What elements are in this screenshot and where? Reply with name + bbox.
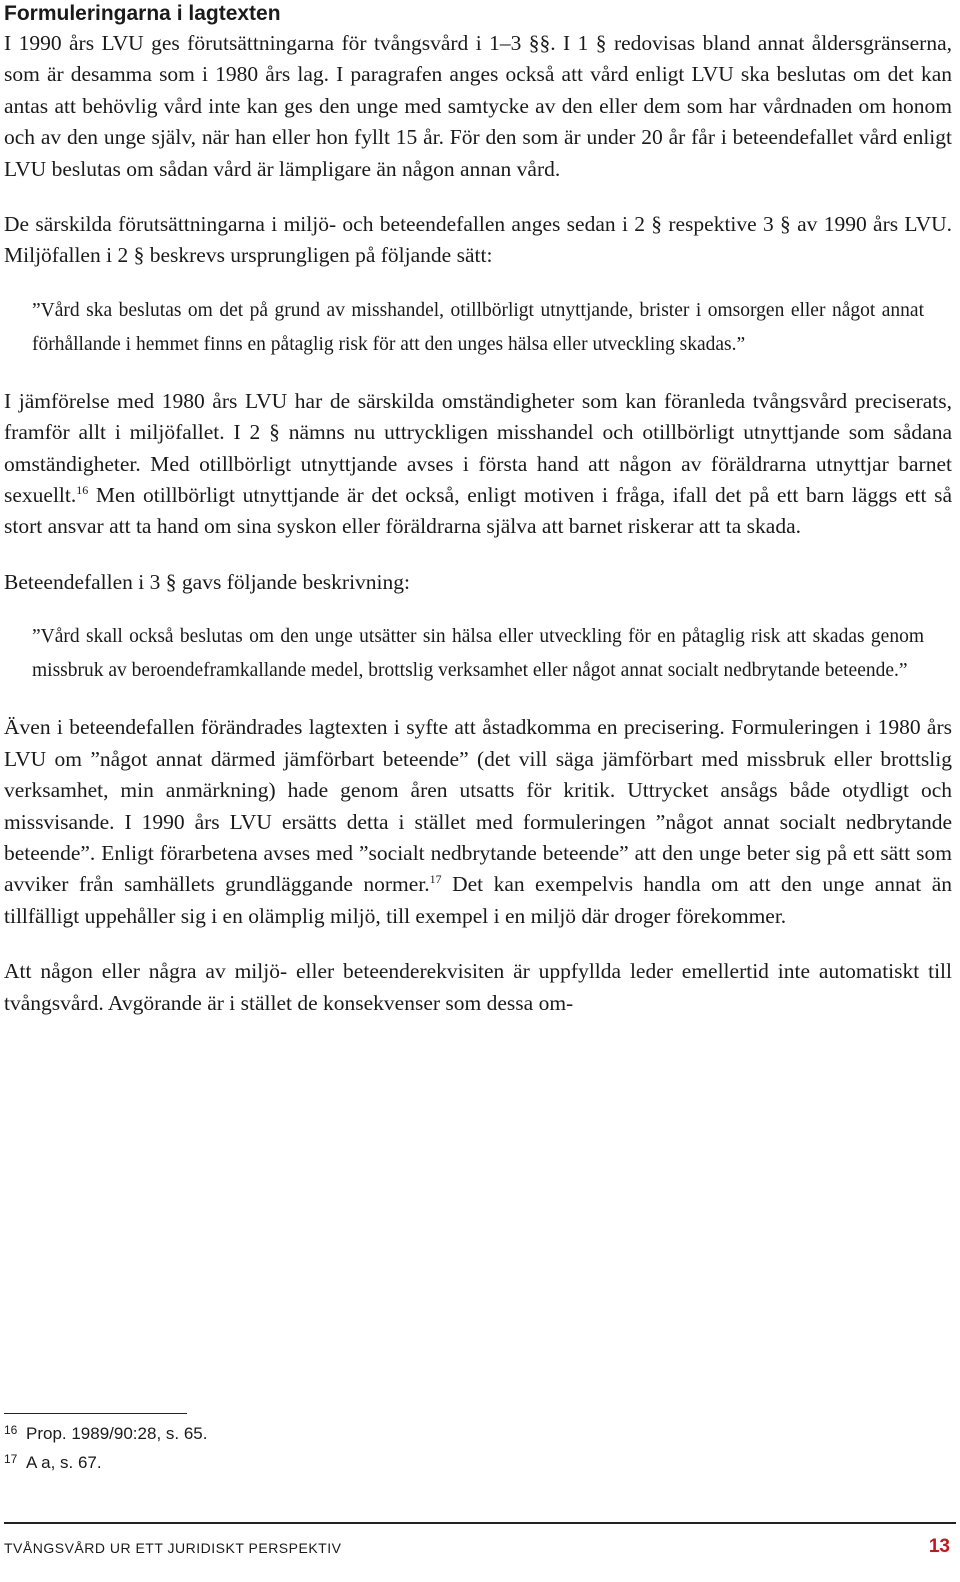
paragraph-5-part-2: Det kan exempelvis handla om att den unge annat än tillfälligt uppehåller sig i en olämplig miljö, till exempel i en miljö där droger förekommer.	[4, 872, 952, 928]
paragraph-3-part-1: I jämförelse med 1980 års LVU har de särskilda omständigheter som kan föranleda tvångsvård preciserats, framför allt i miljöfallet. I 2 § nämns nu uttryckligen misshandel och otillbörligt utnyttjande som sådana omständigheter. Med otillbörligt utnyttjande avses i första hand att någon av föräldrarna utnyttjar barnet sexuellt.	[4, 388, 952, 508]
body-text	[4, 0, 952, 1019]
footnote-ref-17[interactable]: 17	[429, 872, 442, 887]
footnote-ref-16[interactable]: 16	[76, 482, 89, 497]
footnote-16	[4, 1423, 207, 1445]
footnote-number: 16	[4, 1423, 18, 1437]
page-number: 13	[928, 1536, 950, 1557]
paragraph-5	[4, 712, 952, 932]
footnote-text: A a, s. 67.	[26, 1453, 102, 1472]
block-quote-2: ”Vård skall också beslutas om den unge utsätter sin hälsa eller utveckling för en påtaglig risk att skadas genom missbruk av beroendeframkallande medel, brottslig verksamhet eller något annat socialt nedbrytande beteende.”	[32, 626, 924, 682]
paragraph-6: Att någon eller några av miljö- eller beteenderekvisiten är uppfyllda leder emellertid inte automatiskt till tvångsvård. Avgörande är i stället de konsekvenser som dessa om-	[4, 959, 952, 1015]
footer-divider	[4, 1522, 956, 1524]
footnote-divider	[4, 1413, 187, 1414]
block-quote-1: ”Vård ska beslutas om det på grund av misshandel, otillbörligt utnyttjande, brister i omsorgen eller något annat förhållande i hemmet finns en påtaglig risk för att den unges hälsa eller utveckling skadas.”	[32, 299, 924, 355]
paragraph-3-part-2: Men otillbörligt utnyttjande är det också, enligt motiven i fråga, ifall det på ett barn läggs ett så stort ansvar att ta hand om sina syskon eller föräldrarna själva att barnet riskerar att ta skada.	[4, 483, 952, 539]
footnote-text: Prop. 1989/90:28, s. 65.	[26, 1424, 208, 1443]
footnote-17	[4, 1452, 102, 1474]
paragraph-2: De särskilda förutsättningarna i miljö- och beteendefallen anges sedan i 2 § respektive 3 § av 1990 års LVU. Miljöfallen i 2 § beskrevs ursprungligen på följande sätt:	[4, 212, 952, 268]
footnote-number: 17	[4, 1452, 18, 1466]
section-heading: Formuleringarna i lagtexten	[4, 2, 281, 25]
running-footer-title: TVÅNGSVÅRD UR ETT JURIDISKT PERSPEKTIV	[4, 1540, 342, 1556]
paragraph-5-part-1: Även i beteendefallen förändrades lagtexten i syfte att åstadkomma en precisering. Formuleringen i 1980 års LVU om ”något annat därmed jämförbart beteende” (det vill säga jämförbart med missbruk eller brottslig verksamhet, min anmärkning) hade genom åren utsatts för kritik. Uttrycket ansågs både otydligt och missvisande. I 1990 års LVU ersätts detta i stället med formuleringen ”något annat socialt nedbrytande beteende”. Enligt förarbetena avses med ”socialt nedbrytande beteende” att den unge beter sig på ett sätt som avviker från samhällets grundläggande normer.	[4, 715, 952, 897]
paragraph-1: I 1990 års LVU ges förutsättningarna för tvångsvård i 1–3 §§. I 1 § redovisas bland annat åldersgränserna, som är desamma som i 1980 års lag. I paragrafen anges också att vård enligt LVU ska beslutas om det kan antas att behövlig vård inte kan ges den unge med samtycke av den eller dem som har vårdnaden om honom och av den unge själv, när han eller hon fyllt 15 år. För den som är under 20 år får i beteendefallet vård enligt LVU beslutas om sådan vård är lämpligare än någon annan vård.	[4, 31, 952, 181]
paragraph-4: Beteendefallen i 3 § gavs följande beskrivning:	[4, 569, 410, 594]
paragraph-3	[4, 386, 952, 543]
